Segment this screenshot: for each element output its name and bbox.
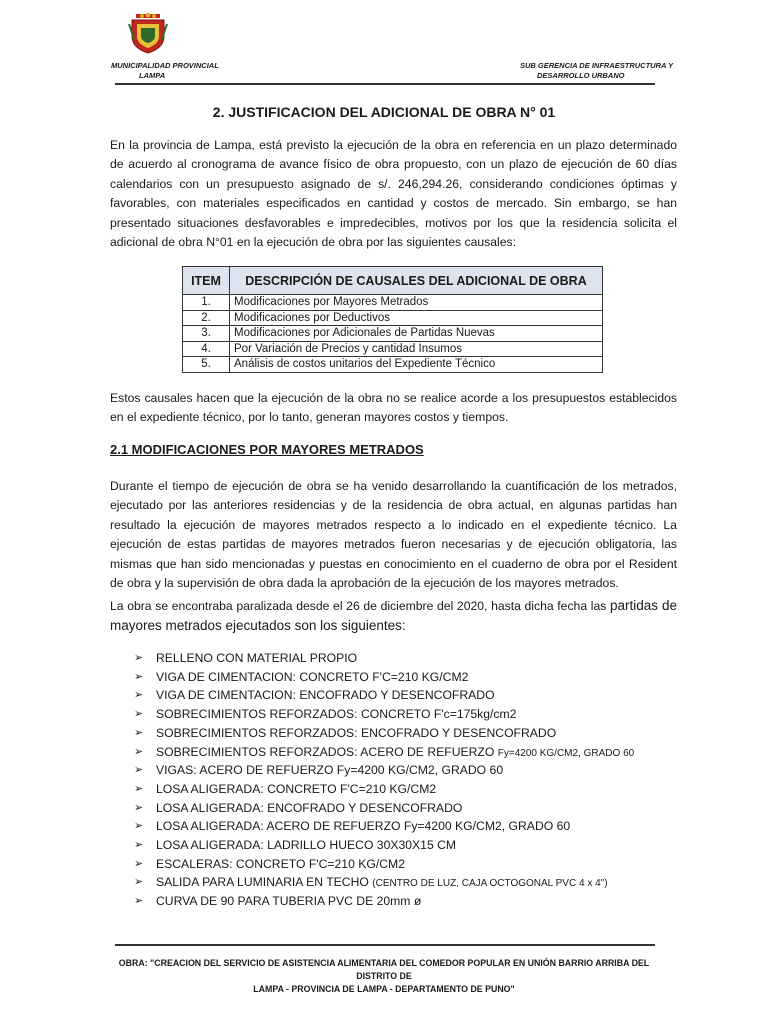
header-left-line1: MUNICIPALIDAD PROVINCIAL — [111, 61, 219, 70]
table-header-desc: DESCRIPCIÓN DE CAUSALES DEL ADICIONAL DE OBRA — [230, 267, 603, 295]
table-cell-item: 5. — [183, 357, 230, 373]
list-item-text: SOBRECIMIENTOS REFORZADOS: CONCRETO F'c=175kg/cm2 — [156, 707, 517, 722]
list-item-text: LOSA ALIGERADA: ENCOFRADO Y DESENCOFRADO — [156, 800, 463, 815]
list-item-text: RELLENO CON MATERIAL PROPIO — [156, 651, 358, 665]
header-divider — [115, 83, 655, 85]
arrow-bullet-icon: ➢ — [134, 689, 144, 702]
list-item-text: SOBRECIMIENTOS REFORZADOS: ENCOFRADO Y DESENCOFRADO — [156, 725, 557, 740]
table-cell-desc: Análisis de costos unitarios del Expediente Técnico — [230, 357, 603, 373]
table-cell-desc: Modificaciones por Deductivos — [230, 310, 603, 326]
table-row — [183, 310, 603, 326]
arrow-bullet-icon: ➢ — [134, 745, 144, 758]
table-row — [183, 357, 603, 373]
list-item — [134, 781, 634, 800]
metrados-paragraph: Durante el tiempo de ejecución de obra se ha venido desarrollando la cuantificación de los metrados, ejecutado por las anteriores residencias y de la residencia de obra actual, en algunas partidas han resultado la ejecución de mayores metrados respecto a lo indicado en el expediente técnico. La ejecución de estas partidas de mayores metrados fueron necesarias y de ejecución obligatoria, las mismas que han sido mencionadas y puestas en conocimiento en el cuaderno de obra por el Resident de obra y la supervisión de obra dada la aprobación de la ejecución de los mayores metrados. — [110, 479, 677, 591]
table-cell-desc: Por Variación de Precios y cantidad Insumos — [230, 341, 603, 357]
table-row — [183, 295, 603, 311]
municipal-shield-logo — [128, 10, 168, 54]
list-item-text: LOSA ALIGERADA: CONCRETO F'C=210 KG/CM2 — [156, 781, 437, 796]
list-item-text: CURVA DE 90 PARA TUBERIA PVC DE 20mm ø — [156, 894, 422, 909]
arrow-bullet-icon: ➢ — [134, 801, 144, 814]
list-item-text: SOBRECIMIENTOS REFORZADOS: ACERO DE REFUERZO — [156, 744, 498, 759]
arrow-bullet-icon: ➢ — [134, 764, 144, 777]
arrow-bullet-icon: ➢ — [134, 670, 144, 683]
paralizada-text-a: La obra se encontraba paralizada desde el 26 de diciembre del 2020, hasta dicha fecha las — [110, 599, 610, 613]
table-cell-item: 3. — [183, 326, 230, 342]
list-item-text: ESCALERAS: CONCRETO F'C=210 KG/CM2 — [156, 856, 405, 871]
header-municipality — [111, 61, 219, 81]
section-title: 2. JUSTIFICACION DEL ADICIONAL DE OBRA N° 01 — [212, 104, 556, 120]
header-right-line2: DESARROLLO URBANO — [537, 71, 625, 80]
list-item — [134, 874, 634, 893]
subsection-title: 2.1 MODIFICACIONES POR MAYORES METRADOS — [110, 442, 424, 457]
arrow-bullet-icon: ➢ — [134, 857, 144, 870]
arrow-bullet-icon: ➢ — [134, 708, 144, 721]
arrow-bullet-icon: ➢ — [134, 652, 144, 664]
list-item — [134, 893, 634, 912]
paralizada-paragraph — [110, 596, 677, 637]
footer-line2: LAMPA - PROVINCIA DE LAMPA - DEPARTAMENTO DE PUNO" — [253, 984, 515, 994]
after-table-paragraph: Estos causales hacen que la ejecución de la obra no se realice acorde a los presupuestos establecidos en el expediente técnico, por lo tanto, generan mayores costos y tiempos. — [110, 391, 677, 425]
header-department — [520, 61, 673, 81]
table-cell-item: 4. — [183, 341, 230, 357]
footer-line1: OBRA: "CREACION DEL SERVICIO DE ASISTENCIA ALIMENTARIA DEL COMEDOR POPULAR EN UNIÓN BARRIO ARRIBA DEL DISTRITO DE — [118, 958, 650, 981]
list-item — [134, 762, 634, 781]
causales-table — [182, 266, 603, 373]
footer-project-title — [100, 957, 668, 996]
list-item-text: VIGA DE CIMENTACION: CONCRETO F'C=210 KG/CM2 — [156, 669, 469, 684]
list-item — [134, 650, 634, 669]
paralizada-text-b: partidas de mayores metrados ejecutados son los siguientes: — [110, 598, 677, 634]
list-item — [134, 856, 634, 875]
arrow-bullet-icon: ➢ — [134, 876, 144, 889]
list-item — [134, 669, 634, 688]
arrow-bullet-icon: ➢ — [134, 895, 144, 908]
list-item — [134, 725, 634, 744]
list-item — [134, 837, 634, 856]
table-cell-desc: Modificaciones por Adicionales de Partidas Nuevas — [230, 326, 603, 342]
arrow-bullet-icon: ➢ — [134, 726, 144, 739]
table-header-item: ITEM — [183, 267, 230, 295]
table-cell-desc: Modificaciones por Mayores Metrados — [230, 295, 603, 311]
list-item — [134, 687, 634, 706]
list-item — [134, 800, 634, 819]
list-item — [134, 744, 634, 763]
arrow-bullet-icon: ➢ — [134, 782, 144, 795]
list-item-text: SALIDA PARA LUMINARIA EN TECHO — [156, 875, 373, 890]
list-item-text: VIGAS: ACERO DE REFUERZO Fy=4200 KG/CM2, GRADO 60 — [156, 763, 504, 778]
table-cell-item: 1. — [183, 295, 230, 311]
list-item-text: LOSA ALIGERADA: ACERO DE REFUERZO Fy=4200 KG/CM2, GRADO 60 — [156, 819, 571, 834]
list-item-small: Fy=4200 KG/CM2, GRADO 60 — [497, 747, 635, 759]
intro-paragraph: En la provincia de Lampa, está previsto la ejecución de la obra en referencia en un plazo determinado de acuerdo al cronograma de avance físico de obra propuesto, con un plazo de ejecución de 60 días calendarios con un presupuesto asignado de s/. 246,294.26, considerando condiciones óptimas y favorables, con materiales especificados en cantidad y costos de mercado. Sin embargo, se han presentado situaciones desfavorables e impredecibles, motivos por los que la residencia solicita el adicional de obra N°01 en la ejecución de obra por las siguientes causales: — [110, 138, 677, 250]
table-header-row — [183, 267, 603, 295]
list-item-text: LOSA ALIGERADA: LADRILLO HUECO 30X30X15 CM — [156, 838, 457, 853]
table-row — [183, 341, 603, 357]
list-item-text: VIGA DE CIMENTACION: ENCOFRADO Y DESENCOFRADO — [156, 688, 495, 703]
arrow-bullet-icon: ➢ — [134, 820, 144, 833]
header-right-line1: SUB GERENCIA DE INFRAESTRUCTURA Y — [520, 61, 674, 70]
list-item-small: (CENTRO DE LUZ, CAJA OCTOGONAL PVC 4 x 4") — [372, 878, 608, 890]
table-cell-item: 2. — [183, 310, 230, 326]
table-row — [183, 326, 603, 342]
arrow-bullet-icon: ➢ — [134, 839, 144, 852]
list-item — [134, 818, 634, 837]
partidas-list — [134, 650, 634, 912]
list-item — [134, 706, 634, 725]
header-left-line2: LAMPA — [139, 71, 166, 80]
footer-divider — [115, 944, 655, 946]
